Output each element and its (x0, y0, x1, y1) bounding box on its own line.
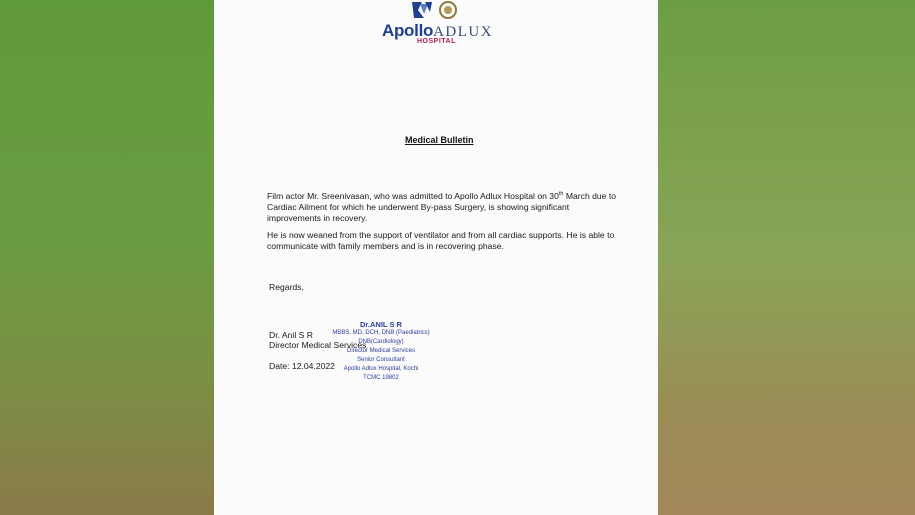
background-right-blur (658, 0, 915, 515)
stamp-role: Director Medical Services (346, 348, 416, 354)
bulletin-title: Medical Bulletin (405, 135, 474, 145)
stamp-position: Senior Consultant (357, 357, 405, 363)
logo-subtitle: HOSPITAL (417, 38, 456, 45)
stamp-registration: TCMC 19802 (363, 375, 399, 381)
stamp-name: Dr.ANIL S R (360, 320, 402, 329)
logo-emblem-icon (412, 0, 472, 20)
doctor-stamp (326, 320, 436, 383)
logo-brand-text: Apollo (382, 21, 434, 40)
para1-text-b: March due to Cardiac Ailment for which he underwent By-pass Surgery, is showing significant improvements in recovery. (267, 190, 616, 223)
document-page (214, 0, 658, 515)
bulletin-paragraph-2: He is now weaned from the support of ventilator and from all cardiac supports. He is able to communicate with family members and is in recovering phase. (267, 230, 615, 251)
stamp-degrees: MBBS, MD, DCH, DNB (Paediatrics) (332, 330, 430, 336)
regards-text: Regards, (269, 282, 304, 292)
signatory-title: Director Medical Services (269, 340, 367, 350)
signatory-name: Dr. Anil S R (269, 330, 313, 340)
stamp-degree-cardiology: DNB(Cardiology) (358, 339, 404, 345)
para1-superscript: th (558, 191, 564, 197)
stamp-hospital: Apollo Adlux Hospital, Kochi (343, 366, 419, 372)
para1-text-a: Film actor Mr. Sreenivasan, who was admitted to Apollo Adlux Hospital on 30 (267, 190, 559, 201)
background-left-blur (0, 0, 214, 515)
bulletin-paragraph-1 (267, 189, 617, 224)
logo-brand-suffix: ADLUX (433, 24, 494, 40)
hospital-logo (382, 0, 502, 46)
bulletin-date: Date: 12.04.2022 (269, 361, 335, 371)
